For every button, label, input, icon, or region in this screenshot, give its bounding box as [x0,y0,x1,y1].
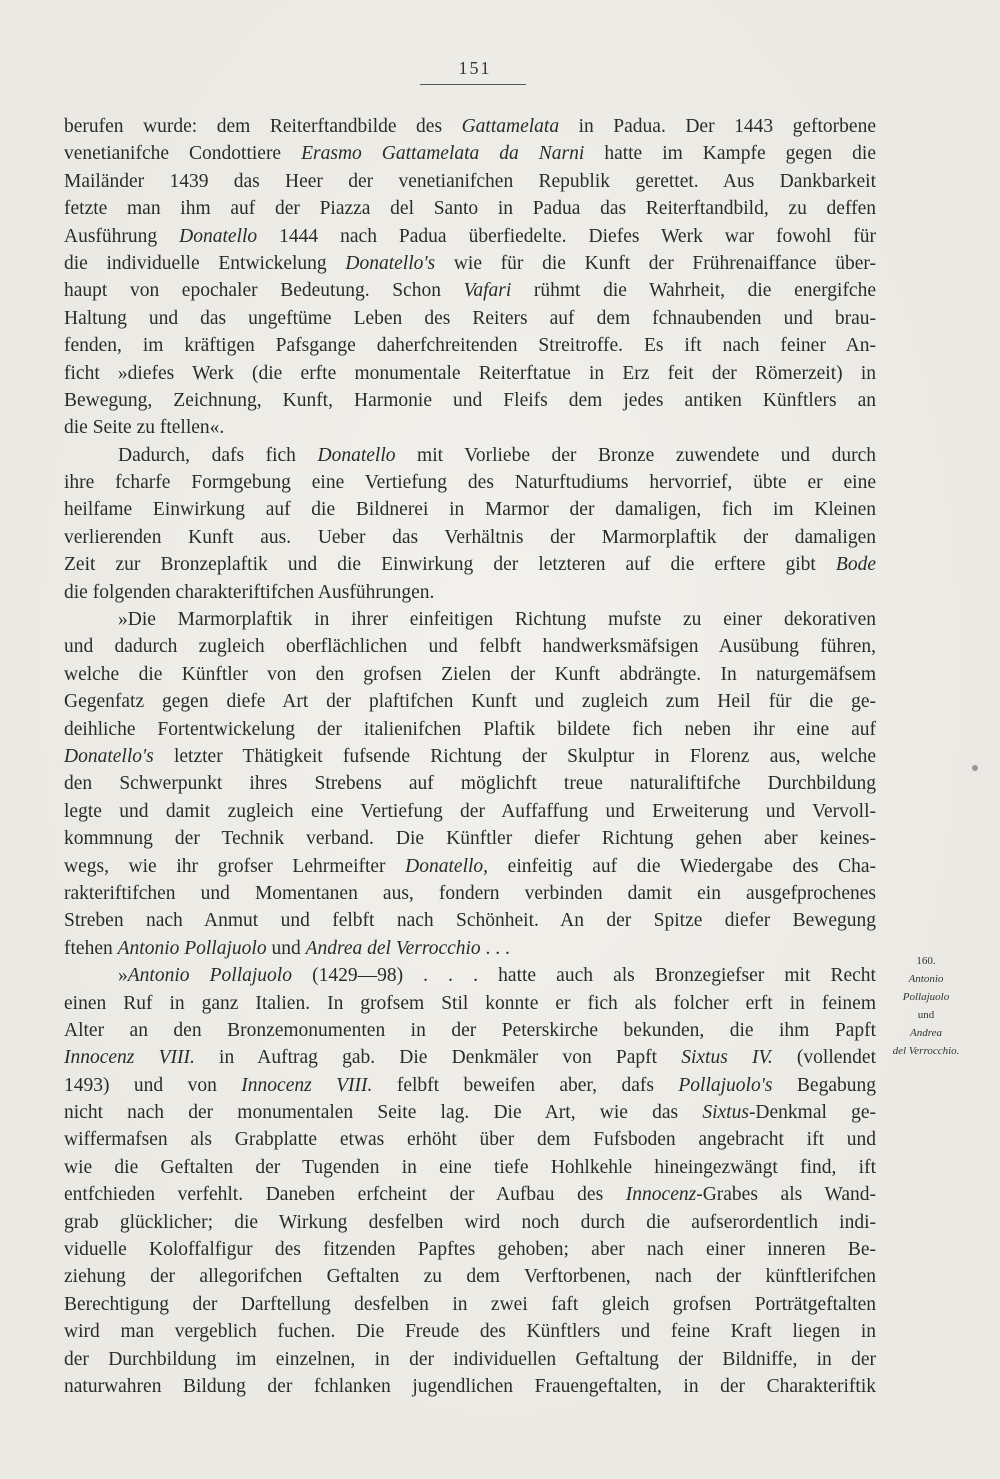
text-line [64,880,876,907]
text-segment: die folgenden charakteriftifchen Ausführungen. [64,581,435,603]
text-segment: legte und damit zugleich eine Vertiefung der Auffaffung und Erweiterung und Vervoll- [64,800,876,822]
text-segment: Berechtigung der Darftellung desfelben in zwei faft gleich grofsen Porträtgeftalten [64,1293,876,1315]
text-segment: Dadurch, dafs fich [118,444,318,466]
text-segment: Gegenfatz gegen diefe Art der plaftifchen Kunft und zugleich zum Heil für die ge- [64,691,876,713]
text-segment: heilfame Einwirkung auf die Bildnerei in Marmor der damaligen, fich im Kleinen [64,499,876,521]
text-segment: ficht »diefes Werk (die erfte monumentale Reiterftatue in Erz feit der Römerzeit) in [64,362,876,384]
text-line [64,387,876,414]
text-line [64,250,876,277]
italic-text-segment: Antonio Pollajuolo [127,965,292,987]
text-line [64,688,876,715]
text-line [64,1373,876,1400]
text-line [64,360,876,387]
italic-text-segment: Donatello [317,444,396,466]
text-segment: 1493) und von [64,1074,242,1096]
text-line [64,1236,876,1263]
italic-text-segment: Innocenz [625,1184,697,1206]
margin-note [874,952,978,1060]
text-segment: ihre fcharfe Formgebung eine Vertiefung des Naturftudiums hervorrief, übte er eine [64,472,876,494]
text-segment: in Auftrag gab. Die Denkmäler von Papft [194,1047,682,1069]
text-segment: wird man vergeblich fuchen. Die Freude des Künftlers und feine Kraft liegen in [64,1321,876,1343]
margin-note-line: Andrea [910,1027,942,1039]
text-segment: grab glücklicher; die Wirkung desfelben wird noch durch die aufserordentlich indi- [64,1211,876,1233]
text-line [64,1263,876,1290]
italic-text-segment: Sixtus IV. [681,1047,773,1069]
text-line [64,716,876,743]
text-line [64,524,876,551]
italic-text-segment: Donatello, [405,855,489,877]
text-segment: venetianifche Condottiere [64,143,302,165]
text-segment: Begabung [772,1074,876,1096]
text-line [64,414,876,441]
text-segment: »Die Marmorplaftik in ihrer einfeitigen Richtung mufste zu einer dekorativen [118,609,876,631]
text-segment: Ausführung [64,225,180,247]
text-segment: deihliche Fortentwickelung der italienifchen Plaftik bildete fich neben ihr eine auf [64,718,876,740]
text-line [64,1291,876,1318]
text-segment: der Durchbildung im einzelnen, in der individuellen Geftaltung der Bildniffe, in der [64,1348,876,1370]
text-line [64,907,876,934]
italic-text-segment: Donatello [179,225,258,247]
margin-note-line: Pollajuolo [902,991,950,1003]
text-segment: (vollendet [772,1047,876,1069]
text-segment: Streben nach Anmut und felbft nach Schönheit. An der Spitze diefer Bewegung [64,910,876,932]
italic-text-segment: Antonio Pollajuolo [117,937,267,959]
text-segment: wie die Geftalten der Tugenden in eine tiefe Hohlkehle hineingezwängt find, ift [64,1156,876,1178]
text-segment: verlierenden Kunft aus. Ueber das Verhältnis der Marmorplaftik der damaligen [64,526,876,548]
text-line [64,277,876,304]
text-line [64,140,876,167]
text-line [64,1209,876,1236]
text-segment: nicht nach der monumentalen Seite lag. Die Art, wie das [64,1102,703,1124]
text-line [64,661,876,688]
text-line [64,1126,876,1153]
text-line [64,825,876,852]
text-line [64,1017,876,1044]
text-line [64,935,876,962]
text-line [64,633,876,660]
text-segment: kommnung der Technik verband. Die Künftler diefer Richtung gehen aber keines- [64,828,876,850]
text-segment: ftehen [64,937,118,959]
text-line [64,579,876,606]
text-segment: einen Ruf in ganz Italien. In grofsem Stil konnte er fich als folcher erft in feinem [64,992,876,1014]
text-line [64,1099,876,1126]
text-line [64,990,876,1017]
text-segment: rakteriftifchen und Momentanen aus, fondern verbinden damit ein ausgefprochenes [64,882,876,904]
text-segment: Zeit zur Bronzeplaftik und die Einwirkung der letzteren auf die erftere gibt [64,554,836,576]
text-segment: -Denkmal ge- [748,1102,877,1124]
text-line [64,305,876,332]
text-segment: Alter an den Bronzemonumenten in der Peterskirche bekunden, die ihm Papft [64,1019,876,1041]
text-line [64,606,876,633]
text-line [64,1154,876,1181]
page-number-rule [420,84,526,85]
text-segment: 1444 nach Padua überfiedelte. Diefes Werk war fowohl für [257,225,876,247]
text-line [64,770,876,797]
text-line [64,469,876,496]
text-segment: wiffermafsen als Grabplatte etwas erhöht über dem Fufsboden angebracht ift und [64,1129,876,1151]
text-segment: einfeitig auf die Wiedergabe des Cha- [488,855,877,877]
italic-text-segment: Erasmo Gattamelata da Narni [301,143,585,165]
text-line [64,853,876,880]
text-segment: Mailänder 1439 das Heer der venetianifchen Republik gerettet. Aus Dankbarkeit [64,170,876,192]
text-segment: in Padua. Der 1443 geftorbene [559,116,876,137]
text-line [64,798,876,825]
text-segment: den Schwerpunkt ihres Strebens auf möglichft treue naturaliftifche Durchbildung [64,773,876,795]
text-line [64,1346,876,1373]
text-segment: hatte im Kampfe gegen die [584,143,877,165]
text-segment: . . . [480,937,510,959]
text-segment: die individuelle Entwickelung [64,252,346,274]
italic-text-segment: Innocenz VIII. [241,1074,373,1096]
text-line [64,442,876,469]
body-text [64,113,876,1400]
italic-text-segment: Donatello's [345,252,436,274]
italic-text-segment: Bode [835,554,876,576]
text-line [64,1044,876,1071]
text-segment: fetzte man ihm auf der Piazza del Santo in Padua das Reiterftandbild, zu deffen [64,198,876,220]
text-segment: wie für die Kunft der Frührenaiffance über- [435,252,877,274]
text-segment: naturwahren Bildung der fchlanken jugendlichen Frauengeftalten, in der Charakteriftik [64,1375,876,1397]
text-segment: felbft beweifen aber, dafs [372,1074,679,1096]
italic-text-segment: Pollajuolo's [678,1074,773,1096]
italic-text-segment: Andrea del Verrocchio [305,937,481,959]
text-line [64,223,876,250]
text-line [64,332,876,359]
text-segment: berufen wurde: dem Reiterftandbilde des [64,116,462,137]
text-segment: -Grabes als Wand- [696,1184,876,1206]
text-line [64,1181,876,1208]
text-line [64,1072,876,1099]
paper-speck [972,765,978,771]
italic-text-segment: Gattamelata [461,116,560,137]
text-segment: ziehung der allegorifchen Geftalten zu dem Verftorbenen, nach der künftlerifchen [64,1266,876,1288]
margin-note-line: del Verrocchio. [892,1045,960,1057]
text-segment: letzter Thätigkeit fufsende Richtung der Skulptur in Florenz aus, welche [153,745,876,767]
text-line [64,1318,876,1345]
text-segment: wegs, wie ihr grofser Lehrmeifter [64,855,406,877]
text-segment: rühmt die Wahrheit, die energifche [511,280,876,302]
text-segment: (1429—98) . . . hatte auch als Bronzegiefser mit Recht [291,965,876,987]
margin-note-line: und [917,1009,935,1021]
text-segment: die Seite zu ftellen«. [64,417,225,439]
text-segment: fenden, im kräftigen Pafsgange daherfchreitenden Streitroffe. Es ift nach feiner An- [64,335,876,357]
text-segment: welche die Künftler von den grofsen Zielen der Kunft abdrängte. In naturgemäfsem [64,663,876,685]
page-number: 151 [458,58,492,78]
text-line [64,743,876,770]
text-segment: mit Vorliebe der Bronze zuwendete und durch [395,444,876,466]
italic-text-segment: Donatello's [64,745,154,767]
text-segment: haupt von epochaler Bedeutung. Schon [64,280,464,302]
italic-text-segment: Vafari [463,280,512,302]
text-segment: und [266,937,306,959]
text-line [64,551,876,578]
italic-text-segment: Innocenz VIII. [64,1047,195,1069]
text-line [64,496,876,523]
text-segment: Bewegung, Zeichnung, Kunft, Harmonie und Fleifs dem jedes antiken Künftlers an [64,389,876,411]
text-line [64,168,876,195]
text-segment: entfchieden verfehlt. Daneben erfcheint der Aufbau des [64,1184,626,1206]
text-line [64,113,876,140]
margin-note-number: 160. [916,955,936,967]
text-line [64,195,876,222]
italic-text-segment: Sixtus [702,1102,749,1124]
text-segment: viduelle Koloffalfigur des fitzenden Papftes gehoben; aber nach einer inneren Be- [64,1239,876,1261]
margin-note-line: Antonio [908,973,944,985]
text-segment: und dadurch zugleich oberflächlichen und felbft handwerksmäfsigen Ausübung führen, [64,636,876,658]
text-line [64,962,876,989]
text-segment: » [118,965,128,987]
text-segment: Haltung und das ungeftüme Leben des Reiters auf dem fchnaubenden und brau- [64,307,876,329]
